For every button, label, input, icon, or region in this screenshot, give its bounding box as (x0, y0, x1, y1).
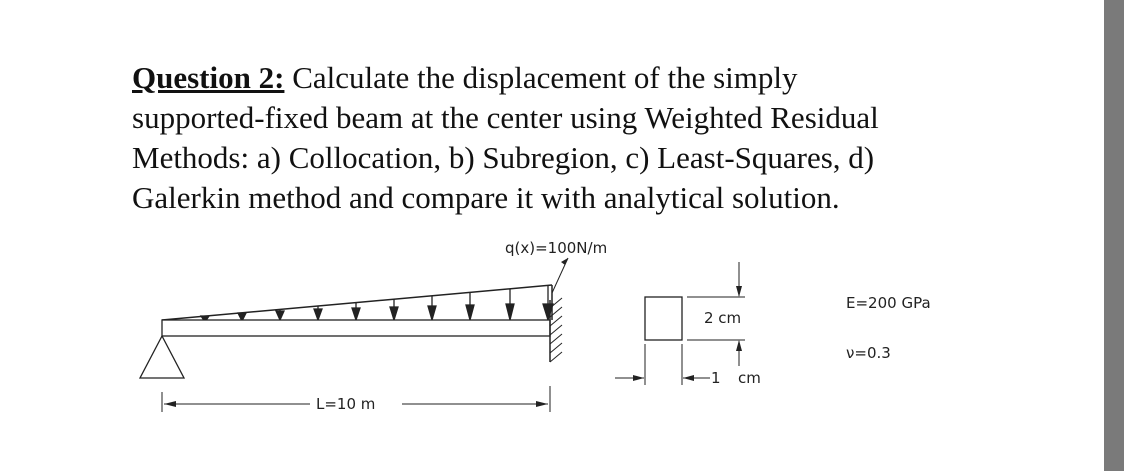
load-label: q(x)=100N/m (505, 239, 608, 257)
beam (162, 320, 550, 336)
length-dim-arrow-left (164, 401, 176, 407)
width-dim-arrow-left (633, 375, 644, 381)
cross-section (645, 297, 682, 340)
width-dim-arrow-right (683, 375, 694, 381)
question-line-2: supported-fixed beam at the center using Weighted Residual (132, 100, 879, 135)
pin-support (140, 336, 184, 378)
length-label: L=10 m (316, 395, 376, 413)
width-value: 1 (711, 369, 721, 387)
height-dim-arrow-top (736, 286, 742, 297)
question-line-3: Methods: a) Collocation, b) Subregion, c) Least-Squares, d) (132, 140, 875, 175)
height-label: 2 cm (704, 309, 742, 327)
load-leader-arrowhead (561, 258, 568, 265)
modulus-label: E=200 GPa (846, 294, 931, 312)
height-dim-arrow-bottom (736, 340, 742, 351)
question-label: Question 2: (132, 60, 285, 95)
question-line-1: Calculate the displacement of the simply (284, 60, 798, 95)
right-edge-bar (1104, 0, 1124, 471)
load-arrows (201, 286, 553, 322)
poisson-label: ν=0.3 (846, 344, 891, 362)
length-dim-arrow-right (536, 401, 548, 407)
question-line-4: Galerkin method and compare it with analytical solution. (132, 180, 840, 215)
width-unit: cm (738, 369, 761, 387)
